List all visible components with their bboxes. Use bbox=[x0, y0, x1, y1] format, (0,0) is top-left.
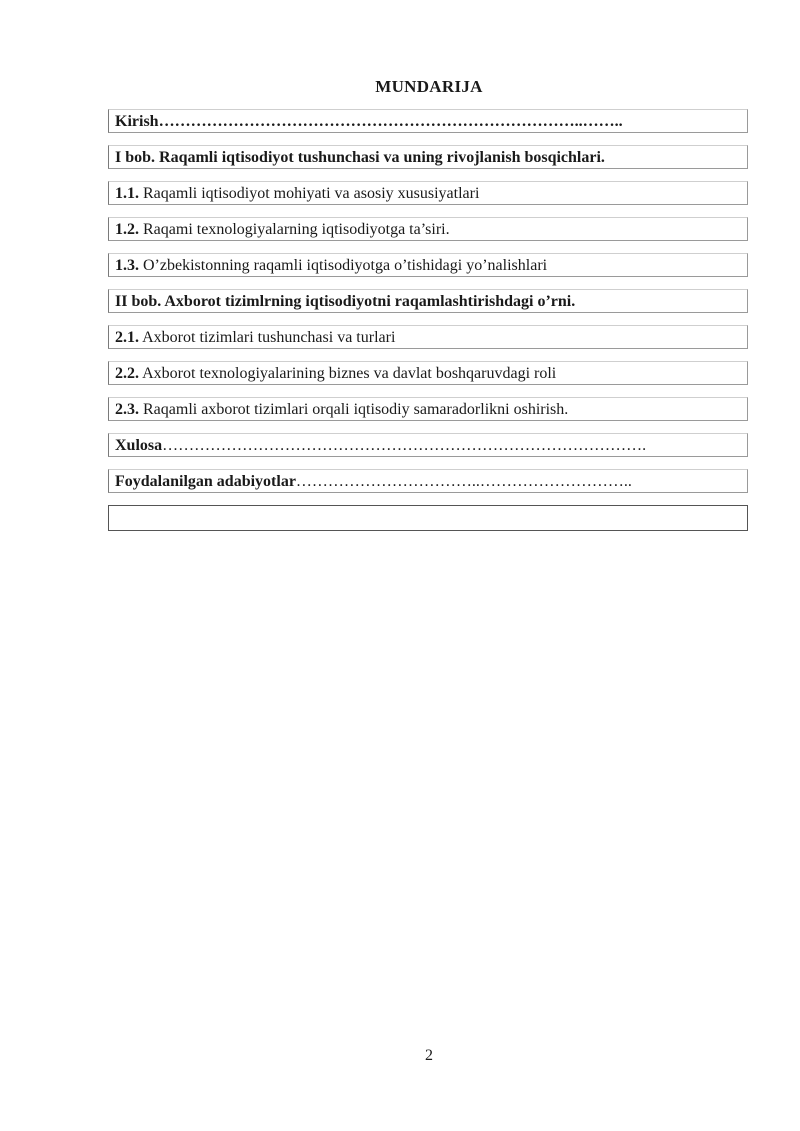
table-of-contents bbox=[108, 109, 748, 543]
toc-entry-number: 1.2. bbox=[115, 221, 139, 238]
toc-entry-text: Raqamli axborot tizimlari orqali iqtisodiy samaradorlikni oshirish. bbox=[139, 401, 569, 418]
toc-entry-number: 2.3. bbox=[115, 401, 139, 418]
toc-entry-text: Axborot tizimlari tushunchasi va turlari bbox=[139, 329, 396, 346]
toc-entry-chapter-2 bbox=[108, 289, 748, 313]
toc-entry-number: 2.2. bbox=[115, 365, 139, 382]
toc-entry-number: 1.1. bbox=[115, 185, 139, 202]
toc-entry-1-3 bbox=[108, 253, 748, 277]
toc-entry-1-1 bbox=[108, 181, 748, 205]
toc-entry-chapter-1 bbox=[108, 145, 748, 169]
toc-entry-text: O’zbekistonning raqamli iqtisodiyotga o’tishidagi yo’nalishlari bbox=[139, 257, 548, 274]
toc-entry-text: Foydalanilgan adabiyotlar bbox=[115, 473, 296, 490]
toc-entry-2-1 bbox=[108, 325, 748, 349]
toc-entry-empty bbox=[108, 505, 748, 531]
toc-entry-text: Raqami texnologiyalarning iqtisodiyotga ta’siri. bbox=[139, 221, 450, 238]
toc-entry-references bbox=[108, 469, 748, 493]
toc-entry-2-3 bbox=[108, 397, 748, 421]
toc-entry-text: Axborot texnologiyalarining biznes va davlat boshqaruvdagi roli bbox=[139, 365, 557, 382]
toc-entry-kirish bbox=[108, 109, 748, 133]
toc-leader-dots: ………………………………………………………………………………. bbox=[162, 437, 647, 454]
toc-entry-text: Xulosa bbox=[115, 437, 163, 454]
toc-entry-text: II bob. Axborot tizimlrning iqtisodiyotni raqamlashtirishdagi o’rni. bbox=[115, 293, 576, 310]
toc-entry-text: Kirish bbox=[115, 113, 159, 130]
toc-entry-number: 1.3. bbox=[115, 257, 139, 274]
toc-entry-1-2 bbox=[108, 217, 748, 241]
toc-entry-2-2 bbox=[108, 361, 748, 385]
toc-entry-text: Raqamli iqtisodiyot mohiyati va asosiy xususiyatlari bbox=[139, 185, 480, 202]
toc-leader-dots: ……………………………………………………………………..…….. bbox=[158, 113, 623, 130]
page-number: 2 bbox=[425, 1047, 433, 1064]
toc-leader-dots: ……………………………..……………………….. bbox=[295, 473, 632, 490]
toc-entry-text: I bob. Raqamli iqtisodiyot tushunchasi va uning rivojlanish bosqichlari. bbox=[115, 149, 605, 166]
toc-entry-xulosa bbox=[108, 433, 748, 457]
toc-title: MUNDARIJA bbox=[375, 77, 483, 96]
toc-entry-number: 2.1. bbox=[115, 329, 139, 346]
